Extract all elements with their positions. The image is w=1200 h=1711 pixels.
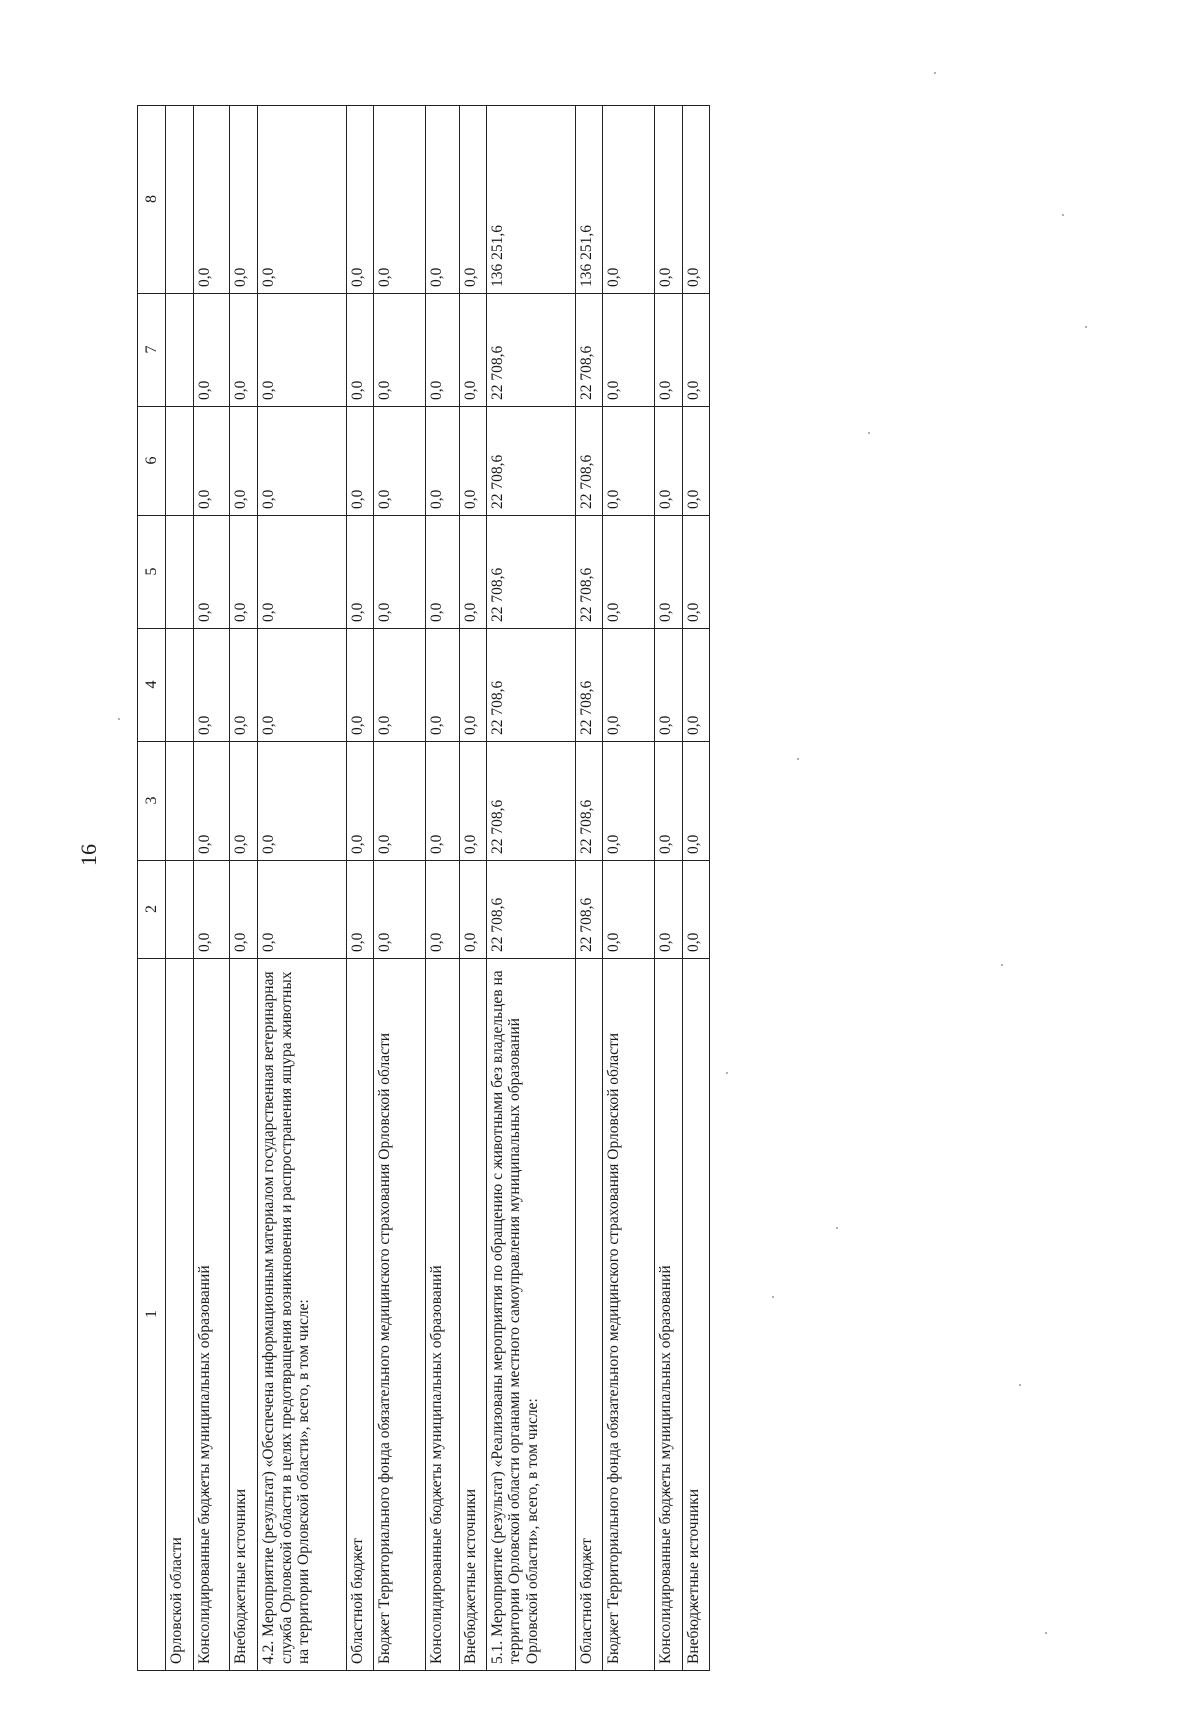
value-cell: 0,0 xyxy=(374,629,426,742)
value-cell: 0,0 xyxy=(347,861,374,959)
value-cell: 0,0 xyxy=(347,516,374,629)
value-cell: 0,0 xyxy=(258,516,347,629)
table-body xyxy=(138,106,710,1671)
value-cell: 0,0 xyxy=(682,516,709,629)
value-cell: 136 251,6 xyxy=(575,106,602,294)
value-cell: 0,0 xyxy=(258,407,347,516)
value-cell: 0,0 xyxy=(602,294,654,407)
value-cell: 22 708,6 xyxy=(486,407,575,516)
row-label: 4.2. Мероприятие (результат) «Обеспечена информационным материалом государственная ветеринарная служба Орловской области в целях предотвращения возникновения и распространения ящура животных на территории Орловской области», всего, в том числе: xyxy=(258,959,347,1671)
value-cell: 0,0 xyxy=(347,294,374,407)
row-label: Орловской области xyxy=(166,959,194,1671)
value-cell: 0,0 xyxy=(682,629,709,742)
value-cell xyxy=(166,629,194,742)
value-cell xyxy=(166,861,194,959)
value-cell: 0,0 xyxy=(426,742,460,861)
table-row xyxy=(602,106,654,1671)
table-row xyxy=(575,106,602,1671)
speck xyxy=(1062,214,1064,216)
speck xyxy=(797,758,799,760)
value-cell: 0,0 xyxy=(230,742,258,861)
value-cell: 0,0 xyxy=(459,861,486,959)
value-cell: 0,0 xyxy=(682,742,709,861)
header-cell: 1 xyxy=(138,959,166,1671)
table-row xyxy=(426,106,460,1671)
value-cell xyxy=(166,742,194,861)
value-cell: 0,0 xyxy=(459,407,486,516)
value-cell: 0,0 xyxy=(654,629,682,742)
value-cell: 0,0 xyxy=(459,742,486,861)
value-cell: 0,0 xyxy=(258,742,347,861)
value-cell: 0,0 xyxy=(374,742,426,861)
header-cell: 7 xyxy=(138,294,166,407)
value-cell: 0,0 xyxy=(347,407,374,516)
value-cell: 0,0 xyxy=(459,516,486,629)
speck xyxy=(868,432,870,434)
value-cell: 0,0 xyxy=(347,629,374,742)
value-cell: 0,0 xyxy=(459,106,486,294)
value-cell: 0,0 xyxy=(426,106,460,294)
row-label: Внебюджетные источники xyxy=(230,959,258,1671)
row-label: Областной бюджет xyxy=(575,959,602,1671)
value-cell: 22 708,6 xyxy=(575,516,602,629)
value-cell: 0,0 xyxy=(194,629,230,742)
value-cell: 0,0 xyxy=(602,629,654,742)
table-row xyxy=(347,106,374,1671)
value-cell: 0,0 xyxy=(374,516,426,629)
value-cell: 22 708,6 xyxy=(575,294,602,407)
value-cell: 0,0 xyxy=(459,294,486,407)
row-label: 5.1. Мероприятие (результат) «Реализованы мероприятия по обращению с животными без владельцев на территории Орловской области органами местного самоуправления муниципальных образований Орловской области», всего, в том числе: xyxy=(486,959,575,1671)
value-cell: 0,0 xyxy=(426,629,460,742)
value-cell: 0,0 xyxy=(347,106,374,294)
header-cell: 6 xyxy=(138,407,166,516)
value-cell: 0,0 xyxy=(682,294,709,407)
row-label: Областной бюджет xyxy=(347,959,374,1671)
value-cell: 0,0 xyxy=(258,294,347,407)
value-cell: 22 708,6 xyxy=(486,629,575,742)
speck xyxy=(1019,1384,1021,1386)
value-cell: 22 708,6 xyxy=(486,742,575,861)
value-cell: 0,0 xyxy=(194,742,230,861)
header-cell: 8 xyxy=(138,106,166,294)
value-cell xyxy=(166,106,194,294)
table-row xyxy=(194,106,230,1671)
value-cell: 22 708,6 xyxy=(575,629,602,742)
speck xyxy=(836,1227,838,1229)
value-cell: 0,0 xyxy=(654,106,682,294)
value-cell: 0,0 xyxy=(194,407,230,516)
header-cell: 2 xyxy=(138,861,166,959)
value-cell: 0,0 xyxy=(426,516,460,629)
value-cell: 136 251,6 xyxy=(486,106,575,294)
value-cell: 0,0 xyxy=(374,861,426,959)
value-cell: 0,0 xyxy=(426,861,460,959)
row-label: Бюджет Территориального фонда обязательного медицинского страхования Орловской области xyxy=(374,959,426,1671)
row-label: Консолидированные бюджеты муниципальных образований xyxy=(194,959,230,1671)
table-row xyxy=(682,106,709,1671)
speck xyxy=(1045,1632,1047,1634)
speck xyxy=(772,1296,774,1298)
value-cell: 0,0 xyxy=(194,294,230,407)
value-cell: 0,0 xyxy=(347,742,374,861)
value-cell: 0,0 xyxy=(602,742,654,861)
value-cell: 0,0 xyxy=(682,407,709,516)
table-row xyxy=(486,106,575,1671)
value-cell: 0,0 xyxy=(230,629,258,742)
table-row xyxy=(654,106,682,1671)
budget-table-rotated xyxy=(137,106,710,1671)
value-cell: 0,0 xyxy=(602,516,654,629)
row-label: Консолидированные бюджеты муниципальных образований xyxy=(654,959,682,1671)
header-cell: 5 xyxy=(138,516,166,629)
value-cell: 0,0 xyxy=(602,106,654,294)
value-cell: 0,0 xyxy=(194,106,230,294)
value-cell: 22 708,6 xyxy=(486,516,575,629)
table-row xyxy=(459,106,486,1671)
header-row xyxy=(138,106,166,1671)
value-cell: 0,0 xyxy=(374,106,426,294)
value-cell: 0,0 xyxy=(258,106,347,294)
row-label: Внебюджетные источники xyxy=(682,959,709,1671)
value-cell: 0,0 xyxy=(602,861,654,959)
value-cell: 0,0 xyxy=(426,294,460,407)
page-number: 16 xyxy=(76,844,101,866)
header-cell: 3 xyxy=(138,742,166,861)
row-label: Консолидированные бюджеты муниципальных образований xyxy=(426,959,460,1671)
value-cell: 0,0 xyxy=(654,742,682,861)
value-cell: 0,0 xyxy=(374,294,426,407)
value-cell: 0,0 xyxy=(602,407,654,516)
value-cell xyxy=(166,516,194,629)
speck xyxy=(1001,964,1003,966)
value-cell: 0,0 xyxy=(682,861,709,959)
value-cell: 0,0 xyxy=(194,861,230,959)
value-cell: 22 708,6 xyxy=(486,861,575,959)
value-cell: 0,0 xyxy=(426,407,460,516)
value-cell: 0,0 xyxy=(374,407,426,516)
value-cell: 0,0 xyxy=(230,861,258,959)
value-cell: 0,0 xyxy=(258,861,347,959)
value-cell: 0,0 xyxy=(654,294,682,407)
value-cell xyxy=(166,407,194,516)
value-cell: 22 708,6 xyxy=(575,407,602,516)
value-cell: 0,0 xyxy=(230,106,258,294)
value-cell: 0,0 xyxy=(230,516,258,629)
speck xyxy=(118,718,120,720)
value-cell xyxy=(166,294,194,407)
speck xyxy=(934,72,936,74)
table-row xyxy=(258,106,347,1671)
value-cell: 0,0 xyxy=(230,407,258,516)
value-cell: 22 708,6 xyxy=(486,294,575,407)
budget-table xyxy=(137,105,710,1671)
value-cell: 0,0 xyxy=(654,516,682,629)
value-cell: 0,0 xyxy=(459,629,486,742)
value-cell: 0,0 xyxy=(654,861,682,959)
value-cell: 22 708,6 xyxy=(575,861,602,959)
value-cell: 0,0 xyxy=(654,407,682,516)
value-cell: 22 708,6 xyxy=(575,742,602,861)
row-label: Внебюджетные источники xyxy=(459,959,486,1671)
table-row xyxy=(230,106,258,1671)
header-cell: 4 xyxy=(138,629,166,742)
row-label: Бюджет Территориального фонда обязательного медицинского страхования Орловской области xyxy=(602,959,654,1671)
value-cell: 0,0 xyxy=(258,629,347,742)
value-cell: 0,0 xyxy=(230,294,258,407)
speck xyxy=(726,1072,728,1074)
table-row xyxy=(166,106,194,1671)
table-row xyxy=(374,106,426,1671)
speck xyxy=(1085,326,1087,328)
value-cell: 0,0 xyxy=(682,106,709,294)
value-cell: 0,0 xyxy=(194,516,230,629)
